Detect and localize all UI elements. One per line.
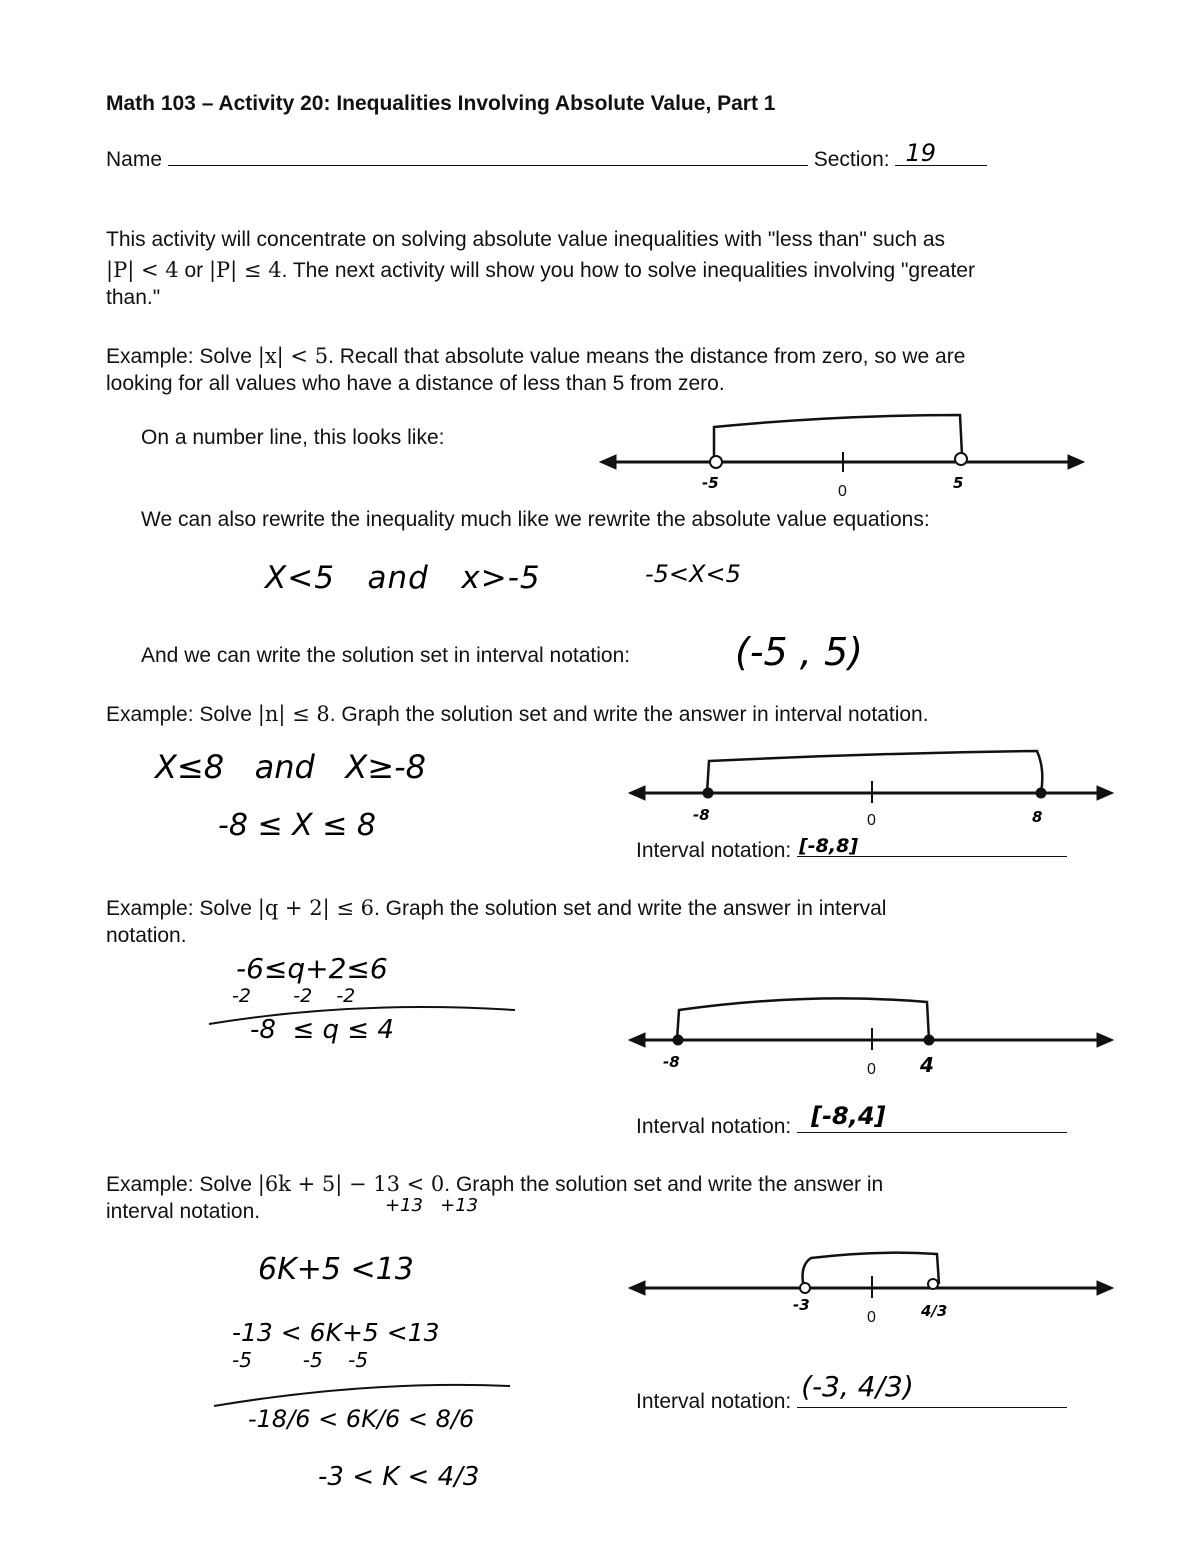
ex4-line-2: interval notation. xyxy=(106,1200,261,1223)
ex2-hw-line-1: X≤8 and X≥-8 xyxy=(155,748,426,786)
ex1-solution-bracket xyxy=(714,415,962,462)
ex1-open-dot-left xyxy=(710,456,722,468)
ex2-label-neg: -8 xyxy=(693,806,710,824)
ex2-hw-interval: [-8,8] xyxy=(799,835,859,857)
ex4-interval-row xyxy=(636,1370,1067,1416)
ex1-statement xyxy=(106,342,965,371)
ex3-left-arrow-icon xyxy=(629,1033,645,1047)
ex1-prefix: Example: Solve xyxy=(106,345,252,368)
ex1-right-arrow-icon xyxy=(1068,455,1084,469)
ex1-hw-interval: (-5 , 5) xyxy=(735,630,863,674)
ex2-solution-bracket xyxy=(707,751,1042,793)
ex1-interval-text: And we can write the solution set in interval notation: xyxy=(141,644,631,667)
ex3-number-line xyxy=(627,990,1117,1080)
intro-or: or xyxy=(184,259,204,282)
ex4-label-neg: -3 xyxy=(793,1296,810,1314)
ex2-interval-row xyxy=(636,836,1067,865)
ex1-number-line-text: On a number line, this looks like: xyxy=(141,426,445,449)
ex3-rest: . Graph the solution set and write the answer in interval xyxy=(373,897,887,920)
ex4-number-line xyxy=(627,1240,1117,1330)
intro-math-2: |P| ≤ 4 xyxy=(208,258,282,282)
ex3-line-2: notation. xyxy=(106,924,187,947)
ex2-rest: . Graph the solution set and write the answer in interval notation. xyxy=(329,703,929,726)
ex2-label-pos: 8 xyxy=(1032,808,1043,826)
ex2-left-arrow-icon xyxy=(629,786,645,800)
ex1-label-pos: 5 xyxy=(953,474,964,492)
ex1-open-dot-right xyxy=(955,453,967,465)
ex2-hw-line-2: -8 ≤ X ≤ 8 xyxy=(218,808,376,843)
ex4-prefix: Example: Solve xyxy=(106,1173,252,1196)
ex1-number-line xyxy=(598,405,1088,505)
section-value: 19 xyxy=(905,139,936,167)
ex4-label-zero: 0 xyxy=(867,1309,876,1326)
intro-line-3: than." xyxy=(106,286,161,309)
ex4-open-dot-right xyxy=(928,1279,938,1289)
ex3-math: |q + 2| ≤ 6 xyxy=(257,896,374,920)
ex4-hw-line-3: -5 -5 -5 xyxy=(232,1348,369,1372)
ex1-line-2: looking for all values who have a distance of less than 5 from zero. xyxy=(106,372,725,395)
ex4-open-dot-left xyxy=(800,1283,810,1293)
intro-line-2 xyxy=(106,256,975,285)
ex1-label-neg: -5 xyxy=(702,474,719,492)
ex4-hw-add: +13 +13 xyxy=(385,1195,479,1216)
ex2-prefix: Example: Solve xyxy=(106,703,252,726)
ex2-statement xyxy=(106,700,929,729)
ex4-math: |6k + 5| − 13 < 0 xyxy=(257,1172,445,1196)
name-field[interactable] xyxy=(168,145,808,166)
intro-line-1: This activity will concentrate on solving absolute value inequalities with "less than" such as xyxy=(106,228,946,251)
page-title: Math 103 – Activity 20: Inequalities Involving Absolute Value, Part 1 xyxy=(106,92,776,115)
ex4-label-pos: 4/3 xyxy=(921,1302,948,1320)
ex1-hw-rewrite: X<5 and x>-5 xyxy=(265,560,541,596)
ex3-closed-dot-right xyxy=(924,1035,934,1045)
ex1-math: |x| < 5 xyxy=(257,344,329,368)
ex2-math: |n| ≤ 8 xyxy=(257,702,330,726)
ex3-hw-line-1: -6≤q+2≤6 xyxy=(236,952,388,985)
intro-line-2-rest: . The next activity will show you how to solve inequalities involving "greater xyxy=(281,259,975,282)
ex3-statement xyxy=(106,894,886,923)
ex4-hw-line-1: 6K+5 <13 xyxy=(258,1252,414,1287)
ex4-left-arrow-icon xyxy=(629,1281,645,1295)
ex4-hw-rule-line xyxy=(214,1385,510,1406)
ex3-interval-field[interactable] xyxy=(797,1102,1067,1133)
ex2-interval-label: Interval notation: xyxy=(636,839,792,862)
name-row xyxy=(106,139,987,174)
ex3-label-zero: 0 xyxy=(867,1061,876,1078)
ex4-rest: . Graph the solution set and write the answer in xyxy=(444,1173,884,1196)
ex4-interval-label: Interval notation: xyxy=(636,1390,792,1413)
ex4-hw-result: -3 < K < 4/3 xyxy=(318,1462,480,1492)
ex3-closed-dot-left xyxy=(673,1035,683,1045)
ex1-label-zero: 0 xyxy=(838,483,847,500)
ex1-hw-compound: -5<X<5 xyxy=(645,560,741,588)
ex1-rest: . Recall that absolute value means the distance from zero, so we are xyxy=(328,345,966,368)
ex3-label-neg: -8 xyxy=(663,1053,680,1071)
section-label: Section: xyxy=(813,148,890,171)
ex2-closed-dot-left xyxy=(703,788,713,798)
ex4-solution-bracket xyxy=(803,1253,939,1288)
ex4-hw-frac-line: -18/6 < 6K/6 < 8/6 xyxy=(248,1405,475,1433)
name-label: Name xyxy=(106,148,163,171)
ex3-interval-label: Interval notation: xyxy=(636,1115,792,1138)
ex4-interval-field[interactable] xyxy=(797,1370,1067,1408)
ex3-hw-interval: [-8,4] xyxy=(811,1102,886,1130)
section-field[interactable] xyxy=(895,139,987,167)
ex2-number-line xyxy=(627,745,1117,830)
ex2-right-arrow-icon xyxy=(1097,786,1113,800)
ex4-hw-line-2: -13 < 6K+5 <13 xyxy=(232,1318,440,1347)
ex3-hw-line-3: -8 ≤ q ≤ 4 xyxy=(250,1015,394,1045)
ex4-right-arrow-icon xyxy=(1097,1281,1113,1295)
ex3-solution-bracket xyxy=(677,998,929,1040)
ex2-closed-dot-right xyxy=(1036,788,1046,798)
intro-math-1: |P| < 4 xyxy=(106,258,179,282)
ex3-hw-line-2: -2 -2 -2 xyxy=(232,985,356,1007)
ex4-statement xyxy=(106,1170,883,1199)
ex3-interval-row xyxy=(636,1102,1067,1141)
ex1-rewrite-text: We can also rewrite the inequality much like we rewrite the absolute value equations: xyxy=(141,508,930,531)
ex1-left-arrow-icon xyxy=(600,455,616,469)
ex3-label-pos: 4 xyxy=(920,1053,934,1077)
ex2-interval-field[interactable] xyxy=(797,836,1067,857)
ex3-prefix: Example: Solve xyxy=(106,897,252,920)
ex4-hw-interval: (-3, 4/3) xyxy=(801,1370,914,1403)
ex2-label-zero: 0 xyxy=(867,812,876,829)
ex3-right-arrow-icon xyxy=(1097,1033,1113,1047)
